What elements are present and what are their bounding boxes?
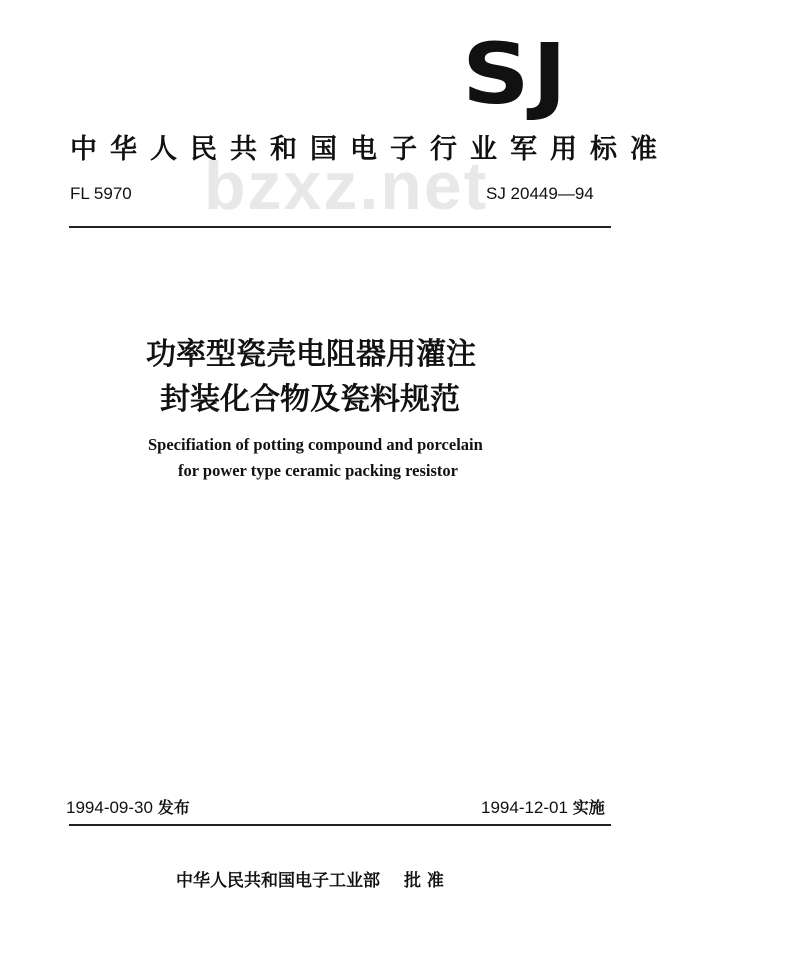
effective-label: 实施 <box>572 798 605 817</box>
title-english-line-1: Specifiation of potting compound and porcelain <box>148 435 483 454</box>
footer-divider <box>69 824 611 826</box>
issue-date: 1994-09-30 <box>66 798 153 817</box>
title-english-line-2: for power type ceramic packing resistor <box>178 461 458 480</box>
title-chinese-line-2: 封装化合物及瓷料规范 <box>160 382 460 417</box>
title-chinese <box>146 332 566 422</box>
issue-date-block <box>66 796 190 820</box>
issue-label: 发布 <box>157 798 190 817</box>
approving-authority: 中华人民共和国电子工业部 <box>176 871 380 891</box>
title-english <box>148 432 588 484</box>
header-divider <box>69 226 611 228</box>
approval-action: 批 准 <box>404 871 444 891</box>
standard-class-heading: 中华人民共和国电子行业军用标准 <box>70 134 670 165</box>
approval-line <box>176 868 444 894</box>
effective-date-block <box>481 796 605 820</box>
classification-code: FL 5970 <box>70 184 132 203</box>
standard-number: SJ 20449—94 <box>486 184 594 203</box>
effective-date: 1994-12-01 <box>481 798 568 817</box>
sj-logo: SJ <box>462 25 570 123</box>
watermark-text: bzxz.net <box>204 148 489 224</box>
title-chinese-line-1: 功率型瓷壳电阻器用灌注 <box>146 337 476 372</box>
